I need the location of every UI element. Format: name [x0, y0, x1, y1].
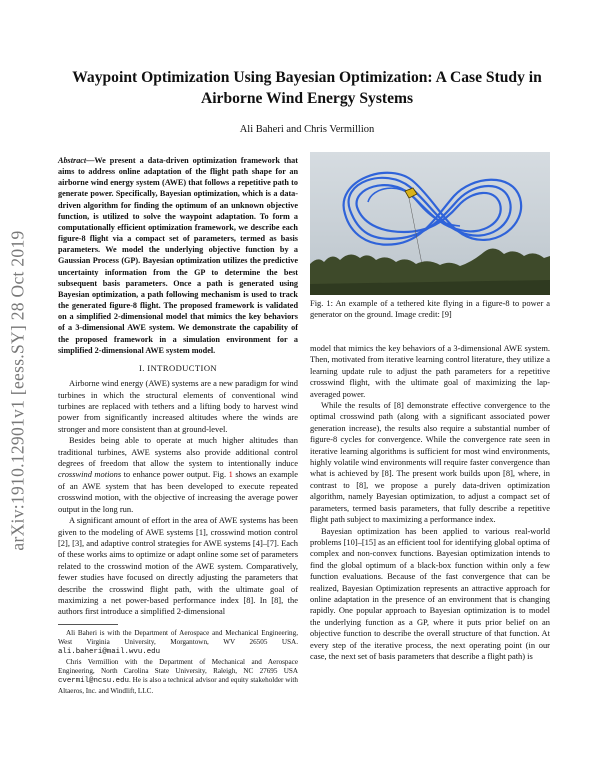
intro-p2-part-a: Besides being able to operate at much higher altitudes than traditional turbines, AWE systems also provide additional control degrees of freedom that allow the system to intentionally induce — [58, 435, 298, 469]
footnote-1-text: Ali Baheri is with the Department of Aerospace and Mechanical Engineering, West Virginia University, Morgantown, WV 26505 USA. — [58, 628, 298, 647]
arxiv-stamp-text: arXiv:1910.12901v1 [eess.SY] 28 Oct 2019 — [7, 229, 28, 551]
intro-p2-emphasis: crosswind motions — [58, 469, 122, 480]
footnote-1-email: ali.baheri@mail.wvu.edu — [58, 648, 161, 657]
right-paragraph-2: While the results of [8] demonstrate effective convergence to the optimal crosswind path (along with a significant associated power generation increase), the results also require a substantial number of figure-8 cycles for convergence. While the convergence rate seen in iterative learning algorithms is sufficient for most wind environments, highly volatile wind environments will require faster convergence than what is achieved by [8]. The present work builds upon [8], where, in contrast to [8], we propose a purely data-driven optimization algorithm, namely Bayesian optimization, to adjust a compact set of parameters, termed basis parameters, that fully describe a repetitive flight path subject to maximizing a performance index. — [310, 400, 550, 525]
footnote-2-text-end: . He is also a technical advisor and equity stakeholder with Altaeros, Inc. and Windlift, LLC. — [58, 676, 298, 695]
footnote-2 — [58, 658, 298, 696]
footnote-divider — [58, 624, 118, 625]
intro-p2-part-c: shows an example of an AWE system that has been developed to execute repeated crosswind motion, with the objective of increasing the average power output in the long run. — [58, 469, 298, 514]
footnote-1 — [58, 629, 298, 658]
right-paragraph-3: Bayesian optimization has been applied to various real-world problems [10]–[15] as an efficient tool for identifying global optima of complex and non-convex functions. Bayesian optimization intends to find the global optimum of a black-box function within only a few function evaluations. Because of the fast convergence that can be realized, Bayesian Optimization represents an attractive approach for online adaptation in the presence of an environment that is changing rapidly. One popular approach to Bayesian optimization is to model the underlying function as a GP, where it puts prior belief on an objective function to describe the overall structure of that function. At every step of the iterative process, the next operating point (in our case, the next set of basis parameters that describe a flight path) is — [310, 525, 550, 661]
figure-1-caption: Fig. 1: An example of a tethered kite flying in a figure-8 to power a generator on the ground. Image credit: [9] — [310, 298, 550, 320]
abstract-text: —We present a data-driven optimization framework that aims to address online adaptation of the flight path shape for an airborne wind energy system (AWE) that follows a repetitive path to generate power. Specifically, Bayesian optimization, which is a data-driven algorithm for finding the optimum of an unknown objective function, is utilized to solve the waypoint adaptation. To form a computationally efficient optimization framework, we describe each figure-8 flight via a compact set of parameters, termed as basis parameters. We model the underlying objective function by a Gaussian Process (GP). Bayesian optimization utilizes the predictive uncertainty information from the GP to determine the best subsequent basis parameters. Once a path is generated using Bayesian optimization, a path following mechanism is used to track the generated figure-8 flight. The proposed framework is validated on a simplified 2-dimensional model that mimics the key behaviors of a 3-dimensional AWE system. We demonstrate the capability of the proposed framework in a simulation environment for a simplified 2-dimensional AWE system model. — [58, 156, 298, 355]
abstract-lead: Abstract — [58, 156, 87, 165]
section-heading: I. INTRODUCTION — [138, 362, 218, 373]
paper-authors: Ali Baheri and Chris Vermillion — [239, 124, 375, 135]
footnote-2-text: Chris Vermillion with the Department of Mechanical and Aerospace Engineering, North Carolina State University, Raleigh, NC 27695 USA — [58, 657, 298, 675]
arxiv-stamp — [4, 180, 32, 600]
intro-p2-part-b: to enhance power output. Fig. — [121, 469, 229, 480]
right-paragraph-1: model that mimics the key behaviors of a 3-dimensional AWE system. Then, motivated from iterative learning control literature, they utilize a learning update rule to adjust the path parameters for a repetitive crosswind flight, with the ultimate goal of maximizing the lap-averaged power. — [310, 343, 550, 399]
intro-paragraph-2 — [58, 435, 298, 515]
left-column — [58, 155, 298, 696]
intro-paragraph-3: A significant amount of effort in the area of AWE systems has been given to the modeling of AWE systems [1], crosswind motion control [2], [3], and adaptive control strategies for AWE systems [4]–[7]. Each of these works aims to optimize or adapt online some set of parameters related to the crosswind motion of the AWE system. Comparatively, fewer studies have focused on directly adjusting the parameters that describe the crosswind flight path, with the ultimate goal of maximizing a net power-based performance index [8]. In [8], the authors first introduce a simplified 2-dimensional — [58, 515, 298, 617]
figure-ref-link[interactable]: 1 — [228, 469, 233, 480]
figure-1-kite-photo — [310, 152, 550, 295]
intro-paragraph-1: Airborne wind energy (AWE) systems are a new paradigm for wind turbines in which the structural elements of conventional wind turbines are replaced with tethers and a lifting body to harvest wind power from significantly increased altitudes where the winds are stronger and more consistent than at ground-level. — [58, 378, 298, 434]
abstract — [58, 155, 298, 356]
footnote-2-email: cvermil@ncsu.edu — [58, 677, 129, 686]
right-column — [310, 343, 550, 662]
paper-title: Waypoint Optimization Using Bayesian Optimization: A Case Study in Airborne Wind Energy Systems — [72, 69, 542, 107]
